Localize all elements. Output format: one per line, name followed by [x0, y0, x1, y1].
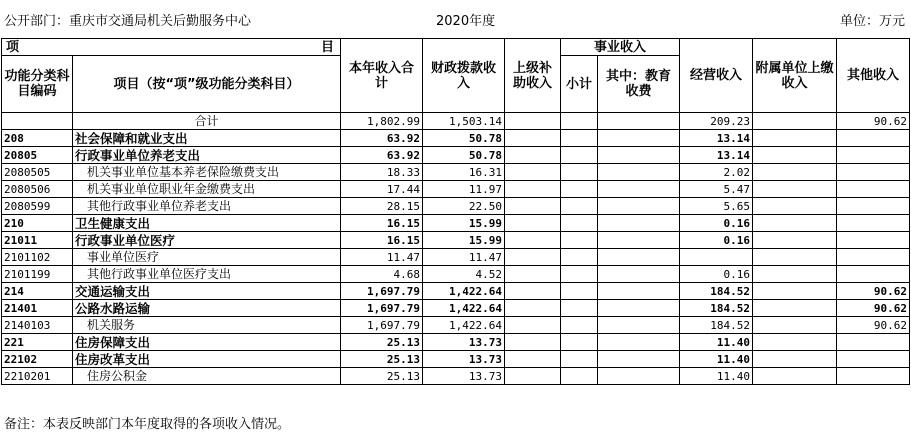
unit-label: 单位：万元 [839, 14, 905, 29]
value-cell [561, 147, 598, 164]
value-cell [505, 130, 561, 147]
value-cell: 16.15 [341, 232, 423, 249]
value-cell: 15.99 [423, 215, 505, 232]
value-cell [837, 130, 910, 147]
table-row [2, 249, 910, 266]
value-cell [837, 215, 910, 232]
value-cell [598, 164, 680, 181]
mu-label: 目 [320, 39, 334, 55]
item-name-cell: 住房公积金 [73, 368, 341, 385]
value-cell [837, 147, 910, 164]
table-row [2, 283, 910, 300]
value-cell [598, 368, 680, 385]
func-code-cell: 221 [2, 334, 73, 351]
col-total-income: 本年收入合计 [341, 39, 423, 113]
value-cell [753, 249, 837, 266]
func-code-cell: 21401 [2, 300, 73, 317]
value-cell [598, 181, 680, 198]
func-code-cell: 2080505 [2, 164, 73, 181]
col-other: 其他收入 [837, 39, 910, 113]
value-cell [505, 249, 561, 266]
value-cell [753, 198, 837, 215]
table-row [2, 164, 910, 181]
col-career-subtotal: 小计 [561, 56, 598, 113]
value-cell [598, 198, 680, 215]
table-row [2, 198, 910, 215]
value-cell [753, 181, 837, 198]
value-cell: 209.23 [680, 113, 753, 130]
value-cell: 1,422.64 [423, 300, 505, 317]
value-cell: 5.47 [680, 181, 753, 198]
table-row [2, 266, 910, 283]
footnote: 备注：本表反映部门本年度取得的各项收入情况。 [4, 417, 291, 432]
value-cell [505, 300, 561, 317]
col-fiscal: 财政拨款收入 [423, 39, 505, 113]
xiang-label: 项 [6, 39, 20, 55]
col-func-code: 功能分类科目编码 [2, 56, 73, 113]
value-cell [598, 215, 680, 232]
value-cell [561, 113, 598, 130]
value-cell [598, 351, 680, 368]
table-body [2, 113, 910, 385]
value-cell [753, 283, 837, 300]
value-cell [505, 147, 561, 164]
value-cell [561, 266, 598, 283]
value-cell: 50.78 [423, 130, 505, 147]
value-cell [505, 317, 561, 334]
value-cell: 50.78 [423, 147, 505, 164]
report-header [0, 0, 911, 38]
item-name-cell: 机关事业单位职业年金缴费支出 [73, 181, 341, 198]
col-affiliated: 附属单位上缴收入 [753, 39, 837, 113]
func-code-cell: 21011 [2, 232, 73, 249]
value-cell: 1,697.79 [341, 300, 423, 317]
value-cell [561, 317, 598, 334]
value-cell [837, 368, 910, 385]
value-cell: 1,422.64 [423, 283, 505, 300]
xiang-mu-header [2, 39, 341, 56]
value-cell [598, 130, 680, 147]
func-code-cell [2, 113, 73, 130]
value-cell [837, 164, 910, 181]
value-cell: 1,503.14 [423, 113, 505, 130]
value-cell [598, 283, 680, 300]
value-cell [753, 130, 837, 147]
table-row [2, 351, 910, 368]
table-row [2, 334, 910, 351]
value-cell: 28.15 [341, 198, 423, 215]
func-code-cell: 22102 [2, 351, 73, 368]
value-cell [598, 317, 680, 334]
value-cell: 11.47 [341, 249, 423, 266]
table-row [2, 317, 910, 334]
col-career-edu: 其中：教育收费 [598, 56, 680, 113]
value-cell: 1,697.79 [341, 317, 423, 334]
item-name-cell: 交通运输支出 [73, 283, 341, 300]
item-name-cell: 住房保障支出 [73, 334, 341, 351]
value-cell: 11.97 [423, 181, 505, 198]
value-cell [753, 300, 837, 317]
value-cell [561, 130, 598, 147]
item-name-cell: 行政事业单位养老支出 [73, 147, 341, 164]
value-cell: 13.73 [423, 334, 505, 351]
value-cell [561, 283, 598, 300]
item-name-cell: 住房改革支出 [73, 351, 341, 368]
table-row [2, 215, 910, 232]
value-cell [505, 164, 561, 181]
value-cell [598, 266, 680, 283]
item-name-cell: 合计 [73, 113, 341, 130]
value-cell: 90.62 [837, 283, 910, 300]
item-name-cell: 事业单位医疗 [73, 249, 341, 266]
value-cell: 90.62 [837, 113, 910, 130]
value-cell [505, 232, 561, 249]
item-name-cell: 机关服务 [73, 317, 341, 334]
value-cell [505, 283, 561, 300]
value-cell [561, 215, 598, 232]
value-cell [753, 232, 837, 249]
department-label: 公开部门：重庆市交通局机关后勤服务中心 [4, 14, 252, 29]
value-cell: 184.52 [680, 317, 753, 334]
item-name-cell: 其他行政事业单位医疗支出 [73, 266, 341, 283]
value-cell: 63.92 [341, 147, 423, 164]
value-cell: 13.73 [423, 368, 505, 385]
func-code-cell: 2140103 [2, 317, 73, 334]
item-name-cell: 公路水路运输 [73, 300, 341, 317]
value-cell: 18.33 [341, 164, 423, 181]
value-cell: 13.14 [680, 147, 753, 164]
value-cell: 13.73 [423, 351, 505, 368]
value-cell [561, 334, 598, 351]
value-cell: 16.15 [341, 215, 423, 232]
value-cell [505, 198, 561, 215]
func-code-cell: 2101199 [2, 266, 73, 283]
value-cell [837, 334, 910, 351]
value-cell: 11.40 [680, 351, 753, 368]
value-cell [753, 351, 837, 368]
value-cell: 13.14 [680, 130, 753, 147]
value-cell [505, 181, 561, 198]
value-cell [561, 232, 598, 249]
func-code-cell: 214 [2, 283, 73, 300]
col-superior-subsidy: 上级补助收入 [505, 39, 561, 113]
value-cell: 11.47 [423, 249, 505, 266]
func-code-cell: 2080599 [2, 198, 73, 215]
col-item-name: 项目（按“项”级功能分类科目） [73, 56, 341, 113]
table-row [2, 300, 910, 317]
value-cell: 90.62 [837, 317, 910, 334]
func-code-cell: 2080506 [2, 181, 73, 198]
value-cell: 0.16 [680, 215, 753, 232]
value-cell [837, 232, 910, 249]
value-cell [837, 181, 910, 198]
func-code-cell: 210 [2, 215, 73, 232]
value-cell: 11.40 [680, 368, 753, 385]
value-cell: 184.52 [680, 300, 753, 317]
value-cell: 17.44 [341, 181, 423, 198]
report-year: 2020年度 [436, 14, 496, 29]
func-code-cell: 2101102 [2, 249, 73, 266]
value-cell [598, 113, 680, 130]
table-row [2, 130, 910, 147]
table-row [2, 147, 910, 164]
table-row [2, 181, 910, 198]
func-code-cell: 20805 [2, 147, 73, 164]
value-cell [598, 147, 680, 164]
value-cell: 1,802.99 [341, 113, 423, 130]
func-code-cell: 208 [2, 130, 73, 147]
value-cell: 0.16 [680, 232, 753, 249]
value-cell [505, 113, 561, 130]
value-cell [837, 266, 910, 283]
value-cell: 2.02 [680, 164, 753, 181]
value-cell [753, 147, 837, 164]
table-row [2, 232, 910, 249]
value-cell: 63.92 [341, 130, 423, 147]
value-cell: 1,697.79 [341, 283, 423, 300]
value-cell [753, 334, 837, 351]
value-cell: 184.52 [680, 283, 753, 300]
value-cell: 1,422.64 [423, 317, 505, 334]
value-cell [505, 368, 561, 385]
value-cell [753, 215, 837, 232]
value-cell [753, 266, 837, 283]
value-cell [598, 300, 680, 317]
value-cell [598, 249, 680, 266]
value-cell [505, 334, 561, 351]
income-table [1, 38, 910, 385]
value-cell [598, 334, 680, 351]
func-code-cell: 2210201 [2, 368, 73, 385]
item-name-cell: 社会保障和就业支出 [73, 130, 341, 147]
value-cell [837, 351, 910, 368]
value-cell [505, 215, 561, 232]
value-cell [561, 300, 598, 317]
value-cell [753, 113, 837, 130]
value-cell: 11.40 [680, 334, 753, 351]
value-cell [837, 249, 910, 266]
value-cell [753, 368, 837, 385]
item-name-cell: 行政事业单位医疗 [73, 232, 341, 249]
value-cell: 15.99 [423, 232, 505, 249]
value-cell [680, 249, 753, 266]
value-cell: 4.52 [423, 266, 505, 283]
value-cell [505, 266, 561, 283]
value-cell: 16.31 [423, 164, 505, 181]
value-cell: 25.13 [341, 334, 423, 351]
value-cell: 5.65 [680, 198, 753, 215]
item-name-cell: 机关事业单位基本养老保险缴费支出 [73, 164, 341, 181]
col-career-income: 事业收入 [561, 39, 680, 56]
value-cell: 0.16 [680, 266, 753, 283]
value-cell: 4.68 [341, 266, 423, 283]
value-cell [753, 317, 837, 334]
value-cell [561, 351, 598, 368]
value-cell [753, 164, 837, 181]
value-cell [561, 164, 598, 181]
value-cell: 90.62 [837, 300, 910, 317]
value-cell [505, 351, 561, 368]
value-cell: 25.13 [341, 368, 423, 385]
value-cell [561, 181, 598, 198]
value-cell [561, 249, 598, 266]
table-row [2, 113, 910, 130]
item-name-cell: 其他行政事业单位养老支出 [73, 198, 341, 215]
value-cell [561, 368, 598, 385]
value-cell [598, 232, 680, 249]
value-cell: 22.50 [423, 198, 505, 215]
table-row [2, 368, 910, 385]
item-name-cell: 卫生健康支出 [73, 215, 341, 232]
value-cell: 25.13 [341, 351, 423, 368]
value-cell [837, 198, 910, 215]
col-operating: 经营收入 [680, 39, 753, 113]
value-cell [561, 198, 598, 215]
